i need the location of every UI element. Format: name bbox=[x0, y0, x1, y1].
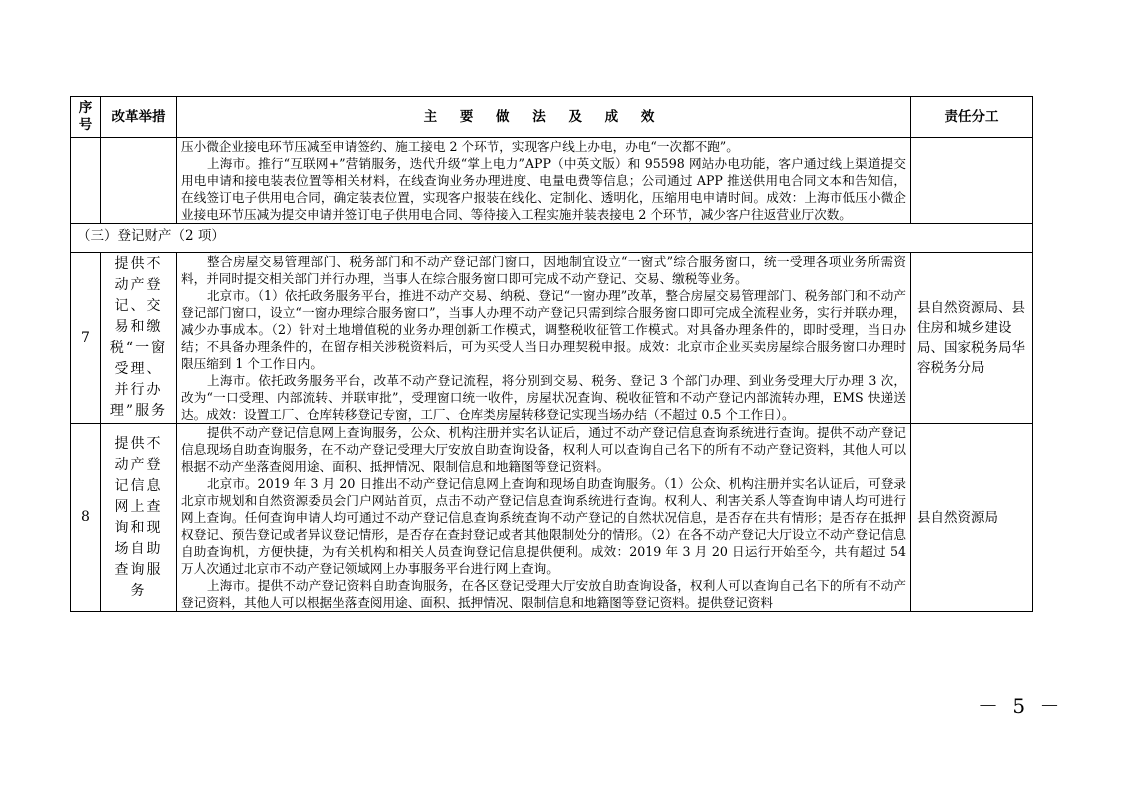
content-paragraph: 上海市。依托政务服务平台，改革不动产登记流程，将分别到交易、税务、登记 3 个部门办理、到业务受理大厅办理 3 次，改为“一口受理、内部流转、并联审批”，受理窗口统一收件，房屋状况查询、税收征管和不动产登记内部流转办理，EMS 快递送达。成效：设置工厂、仓库转移登记专窗，工厂、仓库类房屋转移登记实现当场办结（不超过 0.5 个工作日）。 bbox=[181, 373, 906, 422]
header-measure: 改革举措 bbox=[101, 97, 177, 138]
row-content-cell bbox=[177, 138, 911, 224]
header-main: 主 要 做 法 及 成 效 bbox=[177, 97, 911, 138]
content-paragraph: 提供不动产登记信息网上查询服务，公众、机构注册并实名认证后，通过不动产登记信息查询系统进行查询。提供不动产登记信息现场自助查询服务，在不动产登记受理大厅安放自助查询设备，权利人可以查询自己名下的所有不动产登记资料，其他人可以根据不动产坐落查阅用途、面积、抵押情况、限制信息和地籍图等登记资料。 bbox=[181, 425, 906, 474]
measure-name: 提供不动产登记、交易和缴税“一窗受理、并行办理”服务 bbox=[101, 253, 177, 424]
row-content-cell bbox=[177, 424, 911, 612]
row-number: 8 bbox=[71, 424, 101, 612]
section-title: （三）登记财产（2 项） bbox=[71, 224, 1033, 253]
content-paragraph: 整合房屋交易管理部门、税务部门和不动产登记部门窗口，因地制宜设立“一窗式”综合服务窗口，统一受理各项业务所需资料，并同时提交相关部门并行办理，当事人在综合服务窗口即可完成不动产登记、交易、缴税等业务。 bbox=[181, 254, 906, 286]
row-number: 7 bbox=[71, 253, 101, 424]
row-responsibility-cell bbox=[911, 138, 1033, 224]
reform-measures-table bbox=[70, 96, 1033, 612]
content-paragraph: 上海市。提供不动产登记资料自助查询服务，在各区登记受理大厅安放自助查询设备，权利人可以查询自己名下的所有不动产登记资料，其他人可以根据坐落查阅用途、面积、抵押情况、限制信息和地籍图等登记资料。提供登记资料 bbox=[181, 578, 906, 610]
section-row bbox=[71, 224, 1033, 253]
row-num-cell bbox=[71, 138, 101, 224]
table-header-row bbox=[71, 97, 1033, 138]
table-row bbox=[71, 253, 1033, 424]
content-paragraph: 北京市。（1）依托政务服务平台，推进不动产交易、纳税、登记“一窗办理”改革，整合房屋交易管理部门、税务部门和不动产登记部门窗口，设立“一窗办理综合服务窗口”，当事人办理不动产登记只需到综合服务窗口即可完成全流程业务，实行并联办理，减少办事成本。（2）针对土地增值税的业务办理创新工作模式，调整税收征管工作模式。对具备办理条件的，即时受理，当日办结；不具备办理条件的，在留存相关涉税资料后，可为买受人当日办理契税申报。成效：北京市企业买卖房屋综合服务窗口办理时限压缩到 1 个工作日内。 bbox=[181, 288, 906, 371]
measure-name: 提供不动产登记信息网上查询和现场自助查询服务 bbox=[101, 424, 177, 612]
header-seq: 序号 bbox=[71, 97, 101, 138]
page-number: － 5 － bbox=[978, 694, 1064, 718]
responsibility-text: 县自然资源局、县住房和城乡建设局、国家税务局华容税务分局 bbox=[911, 253, 1033, 424]
row-name-cell bbox=[101, 138, 177, 224]
table-row bbox=[71, 424, 1033, 612]
content-paragraph: 上海市。推行“互联网+”营销服务，迭代升级“掌上电力”APP（中英文版）和 95598 网站办电功能，客户通过线上渠道提交用电申请和接电装表位置等相关材料，在线查询业务办理进度、电量电费等信息；公司通过 APP 推送供用电合同文本和告知信，在线签订电子供用电合同，确定装表位置，实现客户报装在线化、定制化、透明化，压缩用电申请时间。成效：上海市低压小微企业接电环节压减为提交申请并签订电子供用电合同、等待接入工程实施并装表接电 2 个环节，减少客户往返营业厅次数。 bbox=[181, 156, 906, 222]
responsibility-text: 县自然资源局 bbox=[911, 424, 1033, 612]
table-row-continued bbox=[71, 138, 1033, 224]
content-paragraph: 压小微企业接电环节压减至申请签约、施工接电 2 个环节，实现客户线上办电，办电“一次都不跑”。 bbox=[181, 139, 739, 154]
row-content-cell bbox=[177, 253, 911, 424]
header-responsibility: 责任分工 bbox=[911, 97, 1033, 138]
content-paragraph: 北京市。2019 年 3 月 20 日推出不动产登记信息网上查询和现场自助查询服务。（1）公众、机构注册并实名认证后，可登录北京市规划和自然资源委员会门户网站首页，点击不动产登记信息查询系统进行查询。权利人、利害关系人等查询申请人均可进行网上查询。任何查询申请人均可通过不动产登记信息查询系统查询不动产登记的自然状况信息，是否存在共有情形；是否存在抵押权登记、预告登记或者异议登记情形，是否存在查封登记或者其他限制处分的情形。（2）在各不动产登记大厅设立不动产登记信息自助查询机，方便快捷，为有关机构和相关人员查询登记信息提供便利。成效：2019 年 3 月 20 日运行开始至今，共有超过 54 万人次通过北京市不动产登记领域网上办事服务平台进行网上查询。 bbox=[181, 476, 906, 576]
